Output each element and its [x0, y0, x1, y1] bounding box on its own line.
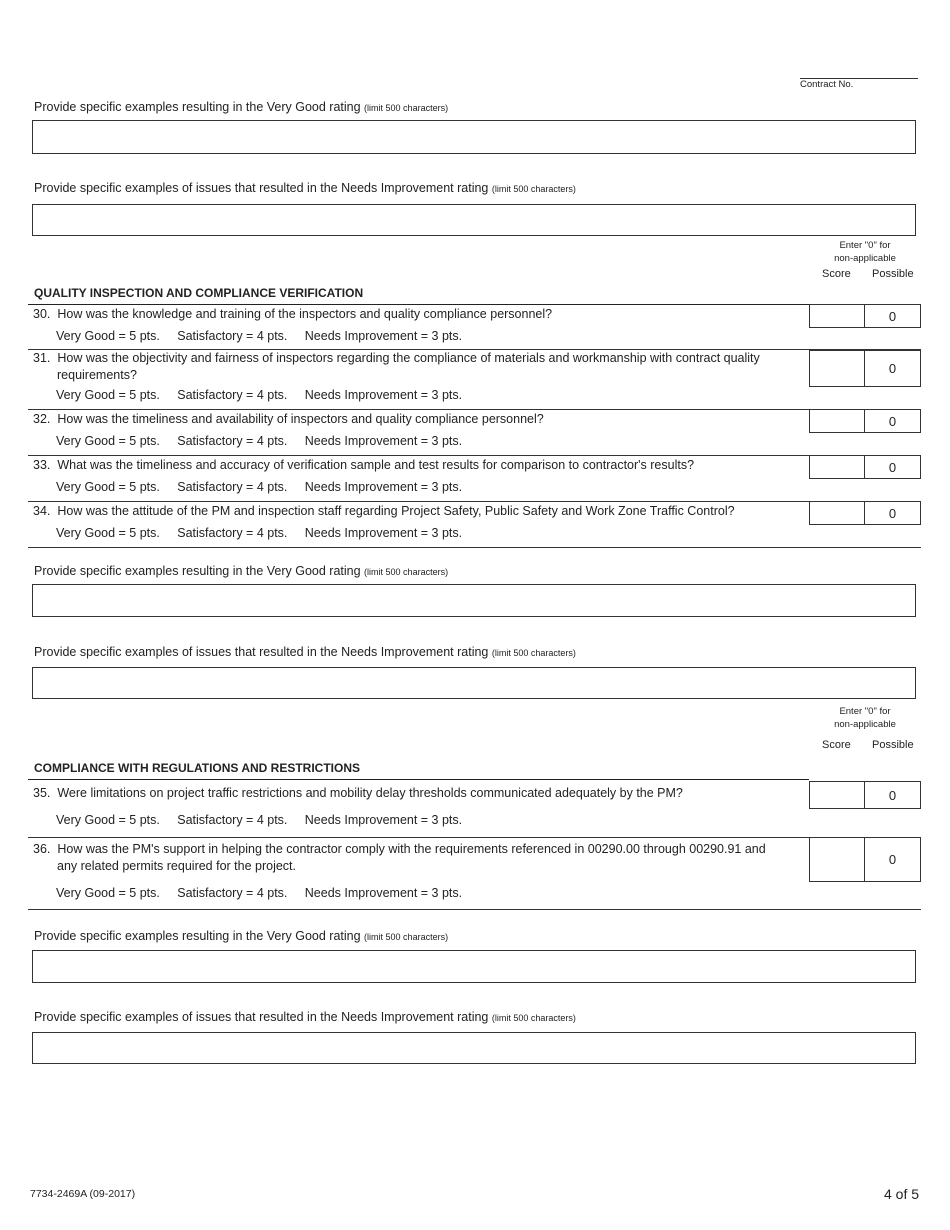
- possible-column-header: Possible: [872, 739, 914, 751]
- question-33: 33. What was the timeliness and accuracy of verification sample and test results for comparison to contractor's results?: [33, 458, 695, 472]
- question-34: 34. How was the attitude of the PM and inspection staff regarding Project Safety, Public Safety and Work Zone Traffic Control?: [33, 504, 735, 518]
- question-31: 31. How was the objectivity and fairness of inspectors regarding the compliance of materials and workmanship with contract quality requirements?: [33, 351, 760, 382]
- possible-value-33: 0: [865, 455, 921, 479]
- possible-value-34: 0: [865, 501, 921, 525]
- page-number: 4 of 5: [884, 1186, 920, 1202]
- score-input-31[interactable]: [809, 350, 865, 387]
- row-divider: [28, 455, 921, 456]
- score-column-header: Score: [822, 739, 851, 751]
- needs-improvement-prompt-2: Provide specific examples of issues that resulted in the Needs Improvement rating (limit 500 characters): [34, 645, 576, 659]
- rating-scale-32: Very Good = 5 pts. Satisfactory = 4 pts. Needs Improvement = 3 pts.: [56, 434, 463, 448]
- question-35: 35. Were limitations on project traffic restrictions and mobility delay thresholds communicated adequately by the PM?: [33, 786, 683, 800]
- very-good-examples-field-2[interactable]: [32, 584, 916, 617]
- score-input-36[interactable]: [809, 837, 865, 882]
- form-number: 7734-2469A (09-2017): [30, 1188, 136, 1200]
- question-30: 30. How was the knowledge and training of the inspectors and quality compliance personnel?: [33, 307, 553, 321]
- score-input-34[interactable]: [809, 501, 865, 525]
- rating-scale-36: Very Good = 5 pts. Satisfactory = 4 pts. Needs Improvement = 3 pts.: [56, 886, 463, 900]
- question-32: 32. How was the timeliness and availability of inspectors and quality compliance personnel?: [33, 412, 544, 426]
- row-divider: [28, 501, 921, 502]
- needs-improvement-examples-field-1[interactable]: [32, 204, 916, 236]
- score-column-header: Score: [822, 268, 851, 280]
- very-good-examples-field-3[interactable]: [32, 950, 916, 983]
- question-36: 36. How was the PM's support in helping the contractor comply with the requirements referenced in 00290.00 through 00290.91 and any related permits required for the project.: [33, 842, 766, 873]
- possible-value-31: 0: [865, 350, 921, 387]
- very-good-prompt-1: Provide specific examples resulting in the Very Good rating (limit 500 characters): [34, 100, 449, 114]
- rating-scale-34: Very Good = 5 pts. Satisfactory = 4 pts. Needs Improvement = 3 pts.: [56, 526, 463, 540]
- possible-column-header: Possible: [872, 268, 914, 280]
- very-good-prompt-3: Provide specific examples resulting in the Very Good rating (limit 500 characters): [34, 929, 449, 943]
- very-good-examples-field-1[interactable]: [32, 120, 916, 154]
- rating-scale-33: Very Good = 5 pts. Satisfactory = 4 pts. Needs Improvement = 3 pts.: [56, 480, 463, 494]
- row-divider: [28, 837, 921, 838]
- non-applicable-note: Enter "0" for non-applicable: [834, 240, 896, 264]
- possible-value-35: 0: [865, 781, 921, 809]
- section-title-compliance-regulations: COMPLIANCE WITH REGULATIONS AND RESTRICTIONS: [28, 761, 809, 780]
- score-input-35[interactable]: [809, 781, 865, 809]
- possible-value-32: 0: [865, 409, 921, 433]
- score-input-30[interactable]: [809, 304, 865, 328]
- very-good-prompt-2: Provide specific examples resulting in the Very Good rating (limit 500 characters): [34, 564, 449, 578]
- row-divider: [28, 909, 921, 910]
- row-divider: [28, 547, 921, 548]
- possible-value-36: 0: [865, 837, 921, 882]
- needs-improvement-prompt-3: Provide specific examples of issues that resulted in the Needs Improvement rating (limit 500 characters): [34, 1010, 576, 1024]
- possible-value-30: 0: [865, 304, 921, 328]
- score-input-33[interactable]: [809, 455, 865, 479]
- row-divider: [28, 409, 921, 410]
- needs-improvement-prompt-1: Provide specific examples of issues that resulted in the Needs Improvement rating (limit 500 characters): [34, 181, 576, 195]
- non-applicable-note: Enter "0" for non-applicable: [834, 706, 896, 730]
- score-input-32[interactable]: [809, 409, 865, 433]
- needs-improvement-examples-field-3[interactable]: [32, 1032, 916, 1064]
- rating-scale-31: Very Good = 5 pts. Satisfactory = 4 pts. Needs Improvement = 3 pts.: [56, 388, 463, 402]
- rating-scale-30: Very Good = 5 pts. Satisfactory = 4 pts. Needs Improvement = 3 pts.: [56, 329, 463, 343]
- rating-scale-35: Very Good = 5 pts. Satisfactory = 4 pts. Needs Improvement = 3 pts.: [56, 813, 463, 827]
- section-title-quality-inspection: QUALITY INSPECTION AND COMPLIANCE VERIFICATION: [28, 286, 809, 305]
- needs-improvement-examples-field-2[interactable]: [32, 667, 916, 699]
- contract-number-label: Contract No.: [800, 79, 854, 90]
